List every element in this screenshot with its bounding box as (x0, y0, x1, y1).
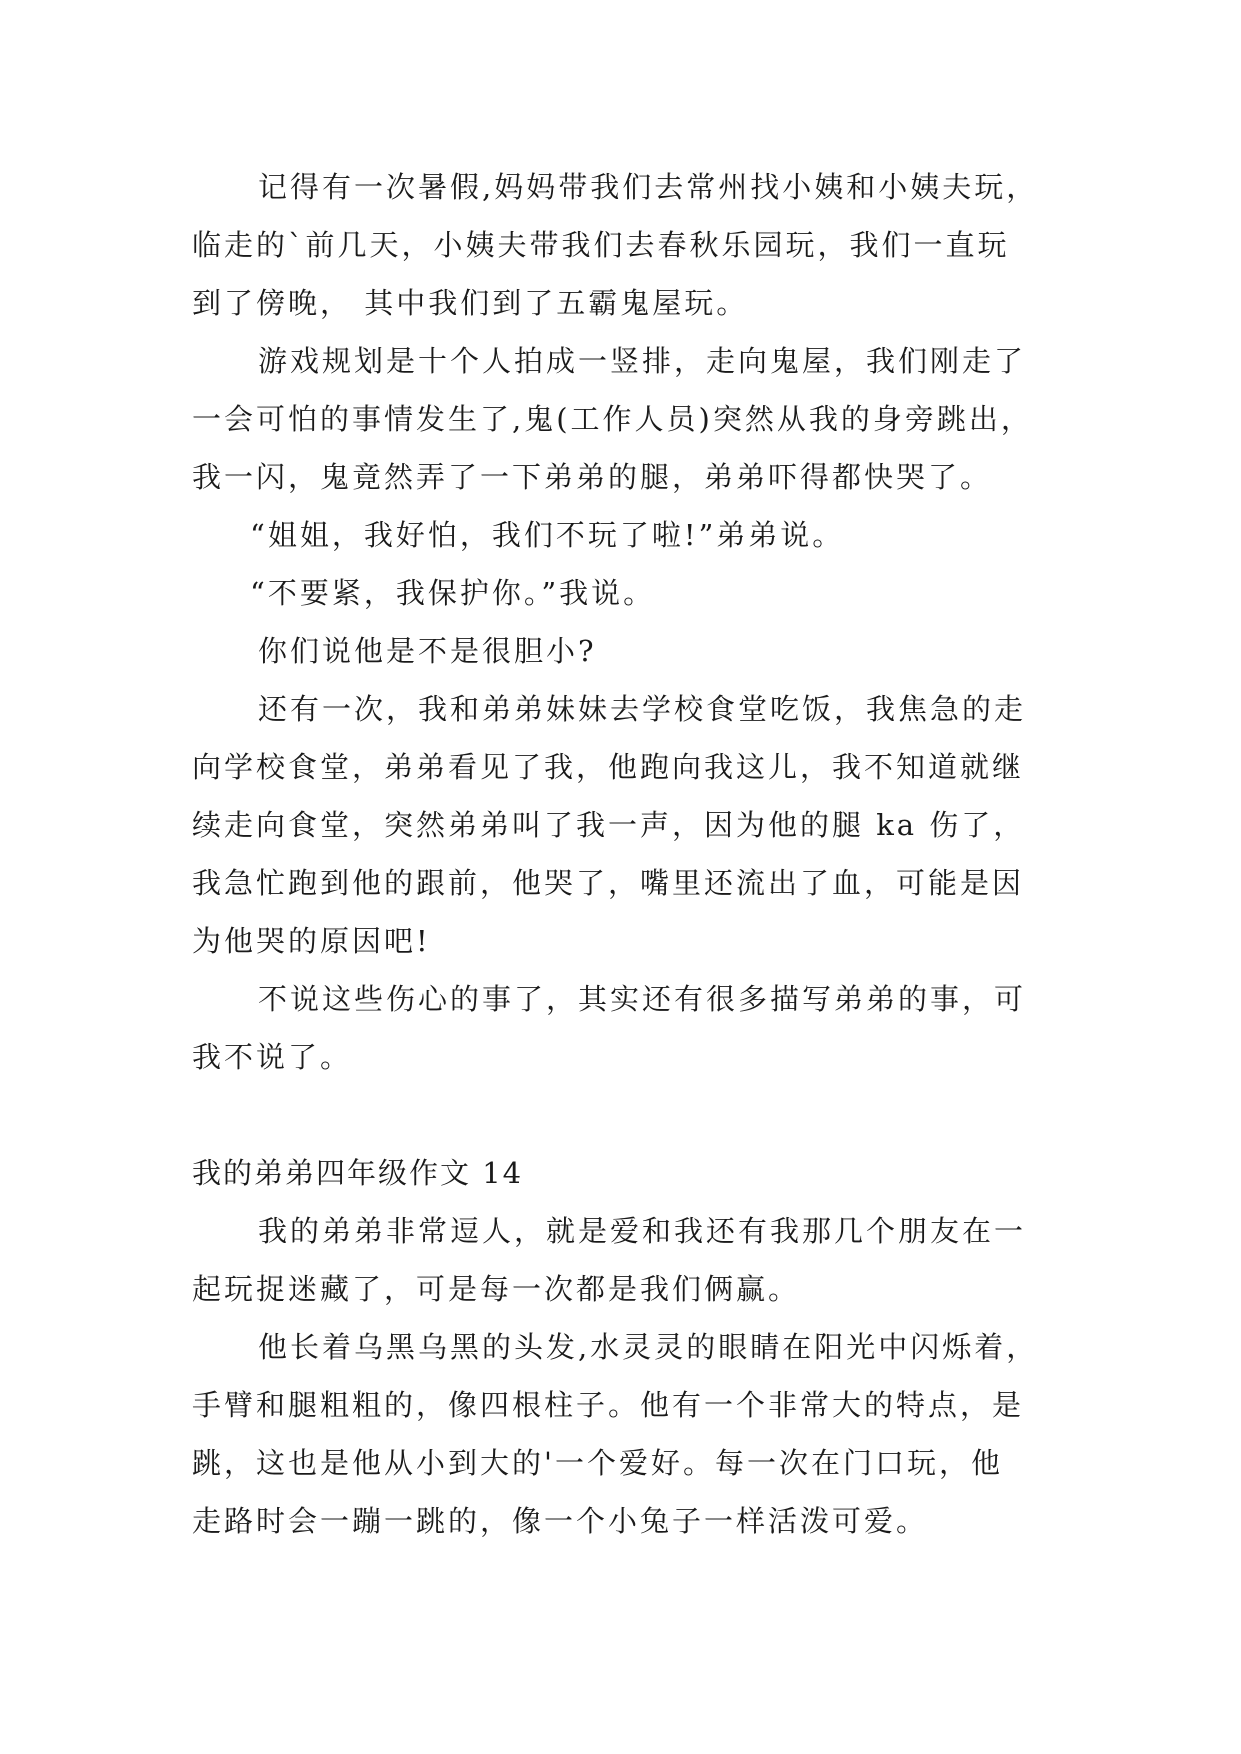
paragraph-line: 还有一次，我和弟弟妹妹去学校食堂吃饭，我焦急的走 (258, 692, 1027, 726)
paragraph-line: 不说这些伤心的事了，其实还有很多描写弟弟的事，可 (258, 982, 1027, 1016)
paragraph-line: 到了傍晚， 其中我们到了五霸鬼屋玩。 (192, 286, 749, 320)
paragraph-canteen (192, 680, 1092, 970)
paragraph-line: “姐姐，我好怕，我们不玩了啦!”弟弟说。 (250, 518, 845, 552)
paragraph-line: 你们说他是不是很胆小? (258, 634, 597, 668)
paragraph-line: 我一闪，鬼竟然弄了一下弟弟的腿，弟弟吓得都快哭了。 (192, 460, 993, 494)
paragraph-appearance (192, 1318, 1092, 1550)
paragraph-question (192, 622, 1092, 680)
paragraph-line: 记得有一次暑假,妈妈带我们去常州找小姨和小姨夫玩， (258, 170, 1039, 204)
paragraph-brother-quote (192, 506, 1092, 564)
paragraph-line: 游戏规划是十个人拍成一竖排，走向鬼屋，我们刚走了 (258, 344, 1027, 378)
paragraph-line: 我不说了。 (192, 1040, 353, 1074)
paragraph-line: 跳，这也是他从小到大的'一个爱好。每一次在门口玩，他 (192, 1446, 1003, 1480)
paragraph-line: 为他哭的原因吧! (192, 924, 431, 958)
paragraph-summer-trip (192, 158, 1092, 332)
paragraph-line: 手臂和腿粗粗的，像四根柱子。他有一个非常大的特点，是 (192, 1388, 1025, 1422)
paragraph-line: 我急忙跑到他的跟前，他哭了，嘴里还流出了血，可能是因 (192, 866, 1025, 900)
document-body (192, 158, 1092, 1550)
paragraph-line: 一会可怕的事情发生了,鬼(工作人员)突然从我的身旁跳出， (192, 402, 1033, 436)
paragraph-line: 走路时会一蹦一跳的，像一个小兔子一样活泼可爱。 (192, 1504, 929, 1538)
paragraph-haunted-house (192, 332, 1092, 506)
paragraph-my-quote (192, 564, 1092, 622)
paragraph-line: 续走向食堂，突然弟弟叫了我一声，因为他的腿 ka 伤了， (192, 808, 1026, 842)
paragraph-line: 他长着乌黑乌黑的头发,水灵灵的眼睛在阳光中闪烁着， (258, 1330, 1039, 1364)
paragraph-hide-and-seek (192, 1202, 1092, 1318)
paragraph-closing (192, 970, 1092, 1086)
paragraph-line: 起玩捉迷藏了，可是每一次都是我们俩赢。 (192, 1272, 801, 1306)
paragraph-line: 向学校食堂，弟弟看见了我，他跑向我这儿，我不知道就继 (192, 750, 1025, 784)
paragraph-line: 临走的`前几天，小姨夫带我们去春秋乐园玩，我们一直玩 (192, 228, 1010, 262)
section-title: 我的弟弟四年级作文 14 (192, 1156, 524, 1190)
paragraph-line: “不要紧，我保护你。”我说。 (250, 576, 656, 610)
paragraph-line: 我的弟弟非常逗人，就是爱和我还有我那几个朋友在一 (258, 1214, 1027, 1248)
